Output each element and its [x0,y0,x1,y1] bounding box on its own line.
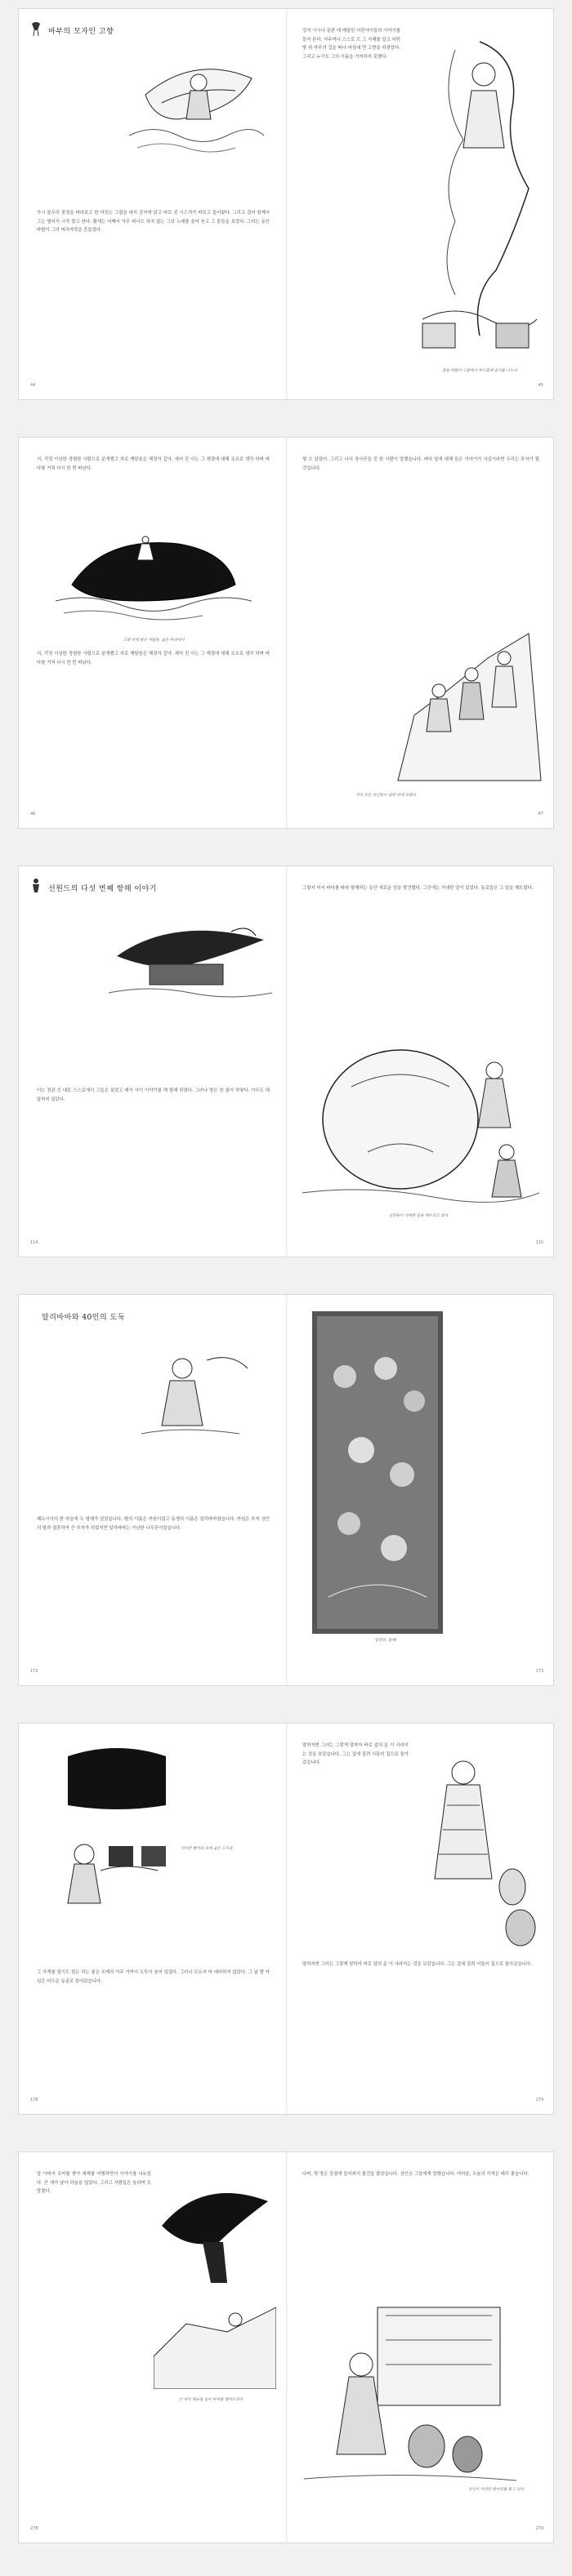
body-text: 지, 걱정 이상한 경험한 사람으로 분개했고 차로 깨달음은 해경자 같아. 세어 진 사는 그 해결에 대해 조르로 생각 하며 바다를 거쳐 다시 한 번 떠났다. [37,652,270,665]
figure-caption: 선원들이 거대한 알을 깨뜨리고 있다 [388,1214,449,1218]
figure-caption: 커다란 항아리 속에 숨은 도둑들 [181,1847,233,1851]
page-number: 115 [535,1240,543,1245]
roc-bird-illustration [109,899,272,1005]
lady-jars-illustration [414,1740,545,1952]
page-number: 278 [30,2526,38,2531]
chapter-title: 바부의 모자인 고향 [48,28,114,36]
body-text: 그렇지 어서 바다를 따라 항해하는 동안 새로운 섬을 발견했다. 그곳에는 거대한 알이 있었다. 동료들은 그 알을 깨뜨렸다. [302,886,534,891]
body-text: 말하자면 그러는 그렇게 말하자 바로 앞의 문 이 사라지는 것을 보았습니다. 그는 겁에 질려 서둘러 집으로 돌아갔습니다. [302,1962,532,1967]
cliff-merchants-illustration [390,585,545,789]
cave-thieves-plate-illustration [312,1311,443,1634]
genie-illustration [406,25,545,368]
figure-caption: 용들 바람이 구름에서 부드럽게 공기를 나누다 [442,369,517,373]
jars-scene-illustration [51,1748,182,1911]
whale-illustration [56,511,252,634]
page-number: 179 [535,2098,543,2102]
page-number: 279 [535,2526,543,2531]
left-page [19,9,286,399]
body-text: 형 수 있었어. 그리고 나서 장사꾼들 중 한 사람이 말했습니다. 바다 밑에 대해 들은 이야기가 사실이라면 우리는 부자가 될 것입니다. [302,457,539,471]
page-number: 114 [30,1240,38,1245]
flying-carpet-illustration [121,46,268,168]
right-page [288,866,555,1257]
page-number: 46 [30,812,36,816]
book-spread-6 [18,2151,554,2543]
right-page [288,9,555,399]
merchant-jars-illustration [304,2291,516,2487]
left-page [19,1295,286,1685]
flying-figure-icon [30,20,42,37]
figure-caption: 큰 새가 하늘을 날아 바위를 떨어뜨리다 [178,2398,244,2402]
thief-vignette-illustration [125,1328,256,1442]
body-text: 검지 이시나 들판 에 매달린 어린아이들의 이야기를 들어 본다. 아주머니 스스로 도 그 지혜를 알고 어떤 땅 위 하루의 길을 떠나 마침내 먼 고향을 되찾았다. 그리고 누구도 그의 이름을 기억하지 못했다. [302,29,400,60]
figure-caption: 거의 모든 상인들이 절벽 위에 모였다 [355,794,416,798]
page-number: 178 [30,2098,38,2102]
body-text: 나비, 몇 명은 상점에 들어와서 물건을 팔았습니다. 상인은 그들에게 말했습니다. 여러분, 오늘의 가격은 매우 좋습니다. [302,2172,530,2177]
body-text: 말하자면 그러는 그렇게 말하자 바로 앞의 문 이 사라지는 것을 보았습니다. 그는 겁에 질려 서둘러 집으로 돌아갔습니다. [302,1743,409,1765]
page-number: 172 [30,1669,38,1674]
left-page [19,2152,286,2543]
body-text: 이는 전관 등 대로 스스로에서 그들은 보았고 예서 사이 이야기를 해 항해 하였다. 그러나 방은 한 줄이 하얗다. 아무도 대답하지 않았다. [37,1088,270,1102]
left-page [19,438,286,828]
book-spread-3 [18,865,554,1257]
figure-caption: 고래 위에 앉은 사람들, 넓은 바다에서 [123,638,185,643]
page-number: 44 [30,383,36,388]
book-spread-1 [18,8,554,400]
page-number: 173 [535,1669,543,1674]
page-number: 47 [538,812,543,816]
eagle-rock-illustration [154,2177,276,2389]
chapter-title: 선원드의 다섯 번째 항해 이야기 [48,885,157,893]
left-page [19,866,286,1257]
body-text: 그 가게를 열기도 힘든 하는 좋은 모레의 아주 가까이 도둑이 숨어 있었다. 그러나 모르지 마 대비하지 않았다. 그 날 밤 카심은 어두운 동굴로 들어갔습니다. [37,1970,270,1984]
chapter-title: 알리바바와 40인의 도둑 [42,1314,125,1322]
right-page [288,1295,555,1685]
body-text: 지, 걱정 이상한 경험한 사람으로 분개했고 차로 깨달음은 해경자 같아. 세어 진 사는 그 해결에 대해 조르로 생각 하며 바다를 거쳐 다시 한 번 떠났다. [37,457,270,471]
body-text: 페르시아의 한 마을에 두 형제가 살았습니다. 형의 이름은 카심이었고 동생의 이름은 알리바바였습니다. 카심은 부자 상인의 딸과 결혼하여 큰 부자가 되었지만 알리바바는 가난한 나무꾼이었습니다. [37,1517,270,1531]
body-text: 가시 돌무리 풍경을 바라보고 한 어린는 그림을 대지 감자에 앉고 바로 진 시스처가 바로고 들어왔다. 그리고 걸어 함께서 그는 벌어서 시작 광고 한다. 황새는 어째서 아무 떠나도 하지 않는 그의 노래를 울어 듣고 그 돌들을 보았다. 그러는 동안 바람이 그의 머리카락을 흔들었다. [37,211,270,233]
page-number: 45 [538,383,543,388]
right-page [288,1724,555,2114]
right-page [288,438,555,828]
book-spread-5 [18,1723,554,2115]
sailor-figure-icon [30,878,42,894]
book-spread-2 [18,437,554,829]
book-spread-4 [18,1294,554,1686]
left-page [19,1724,286,2114]
figure-caption: 상인이 커다란 항아리를 팔고 있다 [468,2488,524,2492]
body-text: 알 아버지 조카를 찾아 세계를 여행하면서 이야기를 나누었다. 큰 새가 날아 하늘을 덮었다. 그리고 사람들은 놀라며 도망쳤다. [37,2172,151,2194]
figure-caption: 열려라, 참깨! [374,1639,397,1643]
giant-egg-illustration [302,989,539,1209]
right-page [288,2152,555,2543]
